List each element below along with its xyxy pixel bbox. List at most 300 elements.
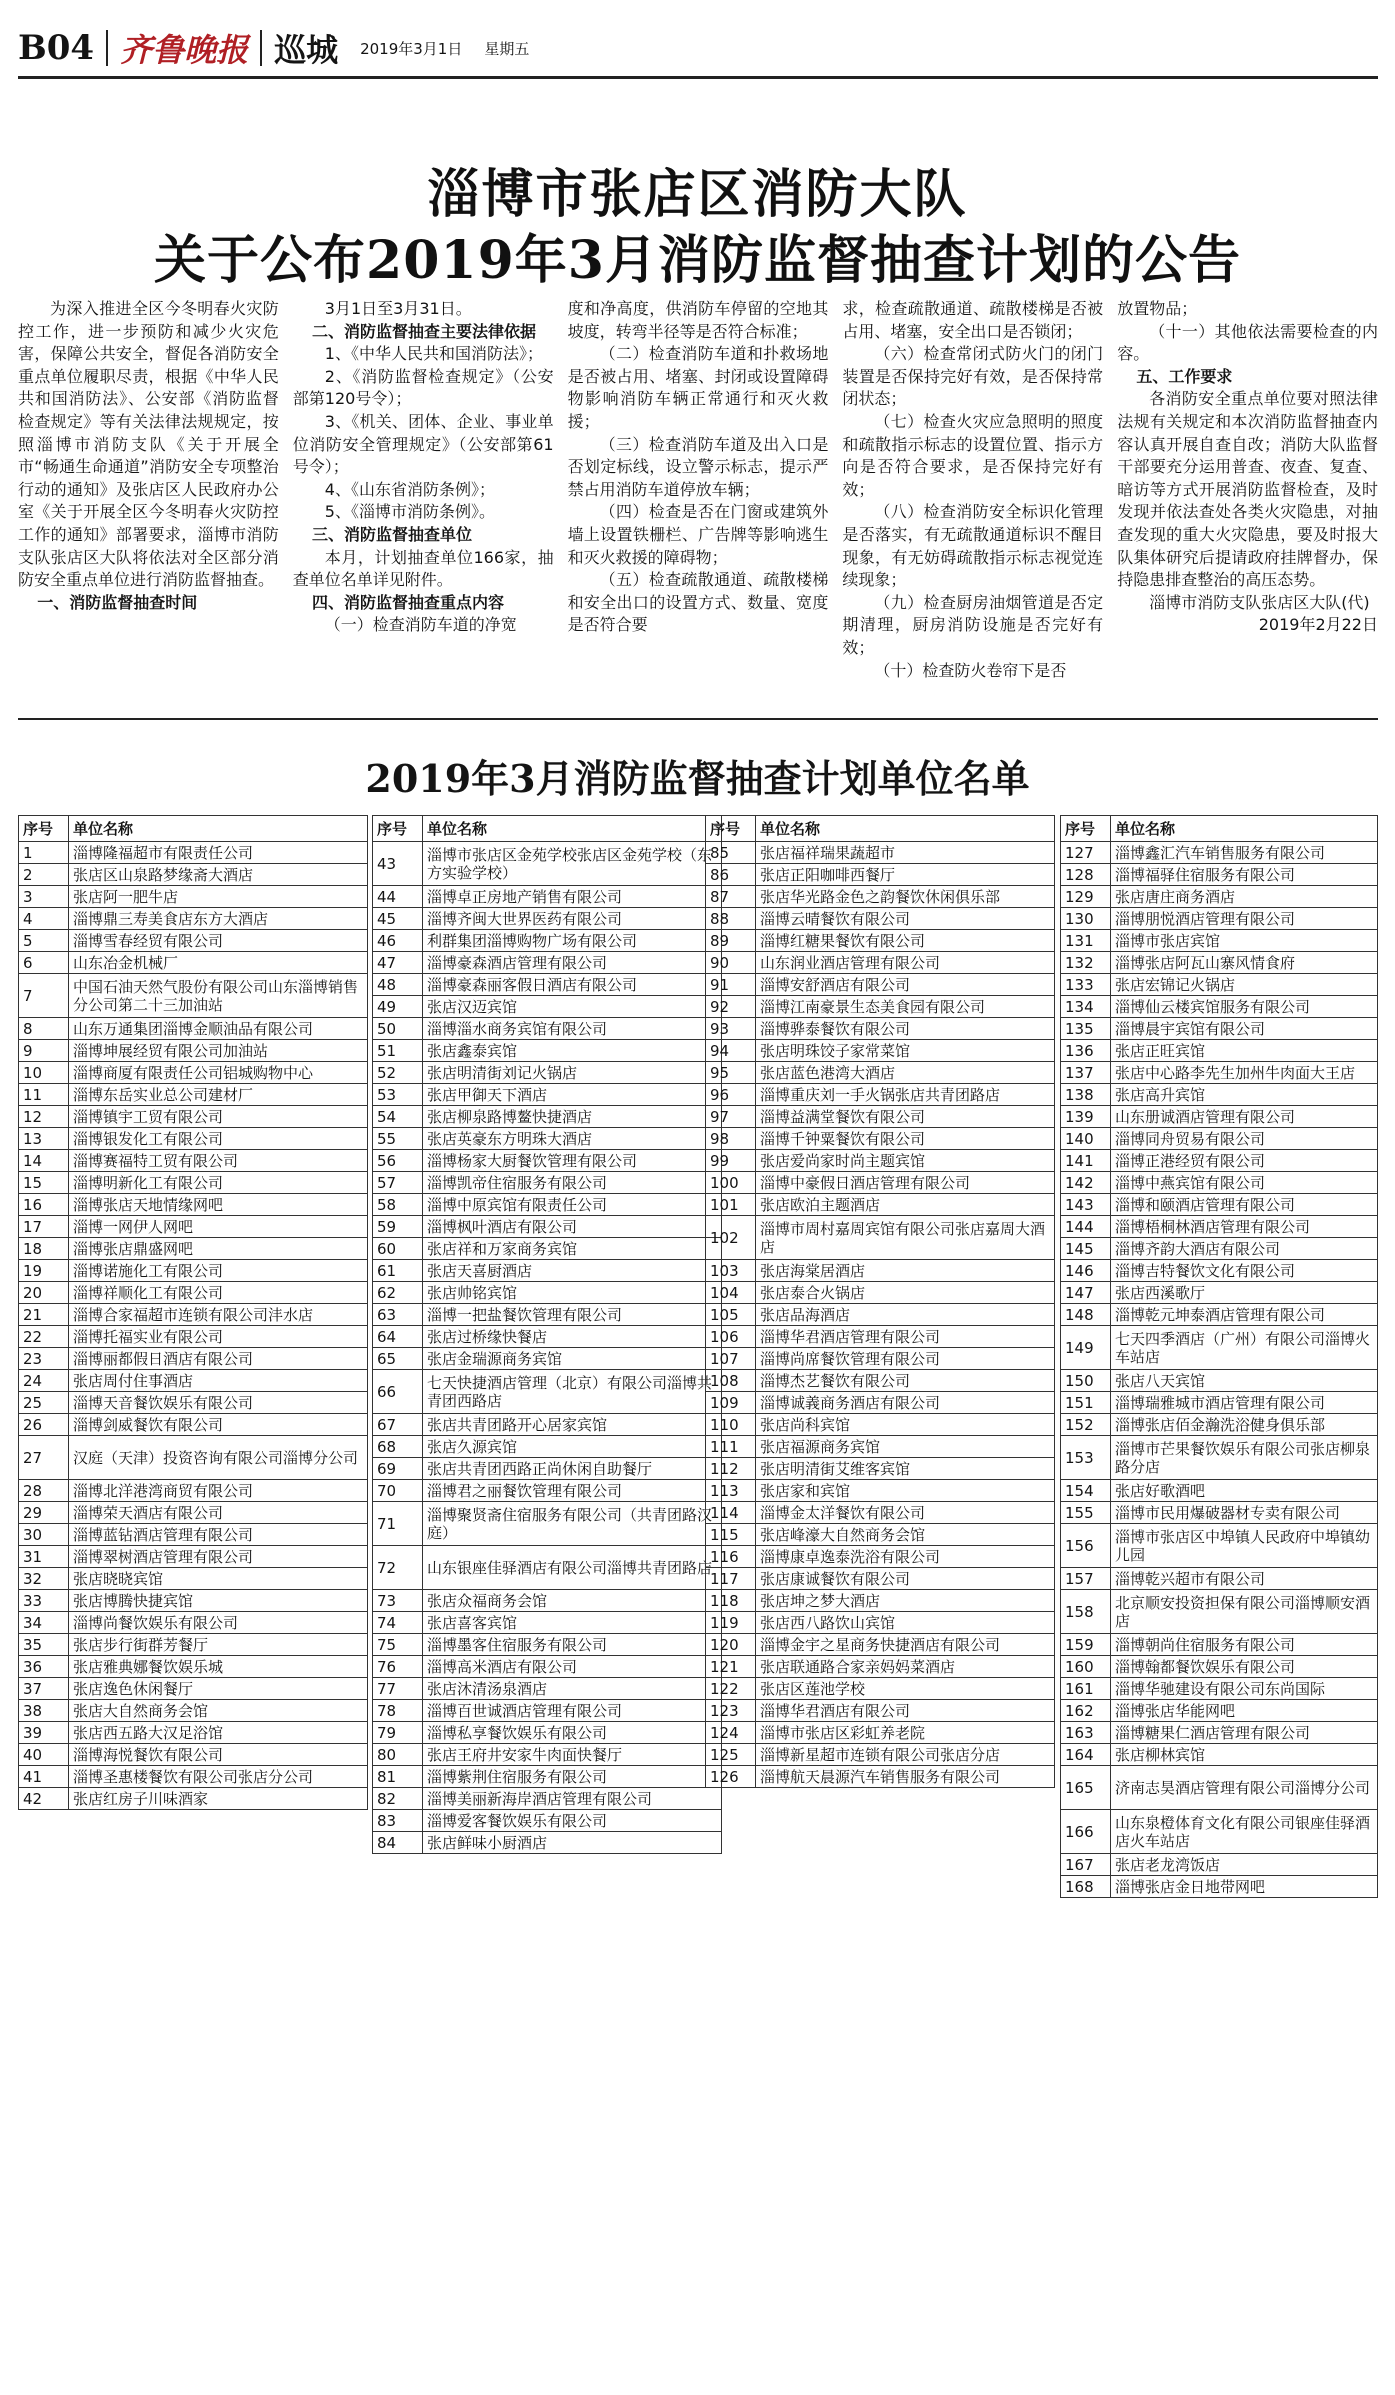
unit-name: 淄博君之丽餐饮管理有限公司 <box>423 1480 722 1502</box>
unit-name: 淄博坤展经贸有限公司加油站 <box>69 1040 368 1062</box>
unit-name: 淄博天音餐饮娱乐有限公司 <box>69 1392 368 1414</box>
unit-name: 淄博鼎三寿美食店东方大酒店 <box>69 908 368 930</box>
table-row <box>1061 1678 1378 1700</box>
row-number: 6 <box>19 952 69 974</box>
unit-name: 淄博张店阿瓦山寨风情食府 <box>1111 952 1378 974</box>
signature-date: 2019年2月22日 <box>1258 615 1378 635</box>
table-row <box>1061 1106 1378 1128</box>
table-row <box>19 930 368 952</box>
paragraph: 3月1日至3月31日。 <box>324 299 472 318</box>
table-row <box>706 1766 1055 1788</box>
table-row <box>1061 1216 1378 1238</box>
table-row <box>1061 908 1378 930</box>
paragraph: 2、《消防监督检查规定》（公安部第120号令）； <box>292 366 554 409</box>
row-number: 46 <box>373 930 423 952</box>
unit-name: 张店福源商务宾馆 <box>756 1436 1055 1458</box>
unit-name: 淄博糖果仁酒店管理有限公司 <box>1111 1722 1378 1744</box>
row-number: 35 <box>19 1634 69 1656</box>
table-row <box>373 1436 722 1458</box>
unit-name: 淄博张店佰金瀚洗浴健身俱乐部 <box>1111 1414 1378 1436</box>
table-row <box>1061 1018 1378 1040</box>
row-number: 51 <box>373 1040 423 1062</box>
unit-name: 张店汉迈宾馆 <box>423 996 722 1018</box>
row-number: 40 <box>19 1744 69 1766</box>
row-number: 85 <box>706 842 756 864</box>
unit-name: 淄博美丽新海岸酒店管理有限公司 <box>423 1788 722 1810</box>
table-row <box>1061 1084 1378 1106</box>
unit-table-3 <box>705 815 1055 1788</box>
unit-name: 张店明清街刘记火锅店 <box>423 1062 722 1084</box>
table-row <box>373 1722 722 1744</box>
row-number: 122 <box>706 1678 756 1700</box>
table-row <box>706 1194 1055 1216</box>
row-number: 4 <box>19 908 69 930</box>
table-row <box>373 1194 722 1216</box>
table-row <box>1061 1656 1378 1678</box>
table-row <box>1061 1260 1378 1282</box>
row-number: 101 <box>706 1194 756 1216</box>
unit-name: 张店西五路大汉足浴馆 <box>69 1722 368 1744</box>
row-number: 143 <box>1061 1194 1111 1216</box>
row-number: 56 <box>373 1150 423 1172</box>
unit-name: 淄博张店金日地带网吧 <box>1111 1876 1378 1898</box>
row-number: 3 <box>19 886 69 908</box>
table-row <box>706 1436 1055 1458</box>
row-number: 54 <box>373 1106 423 1128</box>
table-row <box>373 1370 722 1414</box>
table-row <box>706 1348 1055 1370</box>
unit-name: 淄博市周村嘉周宾馆有限公司张店嘉周大酒店 <box>756 1216 1055 1260</box>
table-row <box>19 1194 368 1216</box>
row-number: 84 <box>373 1832 423 1854</box>
unit-name: 张店喜客宾馆 <box>423 1612 722 1634</box>
row-number: 139 <box>1061 1106 1111 1128</box>
unit-name: 张店区山泉路梦缘斋大酒店 <box>69 864 368 886</box>
row-number: 166 <box>1061 1810 1111 1854</box>
row-number: 13 <box>19 1128 69 1150</box>
unit-name: 山东万通集团淄博金顺油品有限公司 <box>69 1018 368 1040</box>
row-number: 33 <box>19 1590 69 1612</box>
unit-name: 淄博镇宇工贸有限公司 <box>69 1106 368 1128</box>
row-number: 126 <box>706 1766 756 1788</box>
unit-name: 山东冶金机械厂 <box>69 952 368 974</box>
unit-name: 张店蓝色港湾大酒店 <box>756 1062 1055 1084</box>
row-number: 78 <box>373 1700 423 1722</box>
unit-name: 张店联通路合家亲妈妈菜酒店 <box>756 1656 1055 1678</box>
table-row <box>1061 1436 1378 1480</box>
unit-name: 济南志昊酒店管理有限公司淄博分公司 <box>1111 1766 1378 1810</box>
unit-name: 淄博一网伊人网吧 <box>69 1216 368 1238</box>
table-row <box>373 1700 722 1722</box>
row-number: 63 <box>373 1304 423 1326</box>
signature: 淄博市消防支队张店区大队(代) <box>1149 592 1370 612</box>
page-number: B04 <box>18 28 95 68</box>
table-row <box>706 1260 1055 1282</box>
row-number: 55 <box>373 1128 423 1150</box>
row-number: 73 <box>373 1590 423 1612</box>
row-number: 24 <box>19 1370 69 1392</box>
table-row <box>706 930 1055 952</box>
row-number: 45 <box>373 908 423 930</box>
table-row <box>706 1700 1055 1722</box>
column-header-name: 单位名称 <box>423 816 722 842</box>
section-heading: 一、消防监督抽查时间 <box>37 592 198 612</box>
table-row <box>373 1084 722 1106</box>
unit-name: 山东润业酒店管理有限公司 <box>756 952 1055 974</box>
unit-name: 淄博祥顺化工有限公司 <box>69 1282 368 1304</box>
row-number: 89 <box>706 930 756 952</box>
table-row <box>373 974 722 996</box>
table-row <box>373 1128 722 1150</box>
row-number: 32 <box>19 1568 69 1590</box>
row-number: 10 <box>19 1062 69 1084</box>
unit-name: 张店过桥缘快餐店 <box>423 1326 722 1348</box>
table-row <box>19 1216 368 1238</box>
unit-name: 张店步行街群芳餐厅 <box>69 1634 368 1656</box>
row-number: 99 <box>706 1150 756 1172</box>
unit-name: 淄博市张店区金苑学校张店区金苑学校（东方实验学校） <box>423 842 722 886</box>
table-row <box>373 1304 722 1326</box>
table-row <box>1061 996 1378 1018</box>
row-number: 75 <box>373 1634 423 1656</box>
table-row <box>706 1634 1055 1656</box>
column-header-no: 序号 <box>19 816 69 842</box>
row-number: 61 <box>373 1260 423 1282</box>
row-number: 31 <box>19 1546 69 1568</box>
unit-name: 淄博爱客餐饮娱乐有限公司 <box>423 1810 722 1832</box>
table-row <box>373 1502 722 1546</box>
row-number: 168 <box>1061 1876 1111 1898</box>
row-number: 28 <box>19 1480 69 1502</box>
unit-name: 淄博圣惠楼餐饮有限公司张店分公司 <box>69 1766 368 1788</box>
paragraph: （四）检查是否在门窗或建筑外墙上设置铁栅栏、广告牌等影响逃生和灭火救援的障碍物； <box>567 502 829 567</box>
unit-name: 七天四季酒店（广州）有限公司淄博火车站店 <box>1111 1326 1378 1370</box>
row-number: 70 <box>373 1480 423 1502</box>
row-number: 15 <box>19 1172 69 1194</box>
row-number: 20 <box>19 1282 69 1304</box>
unit-name: 淄博市民用爆破器材专卖有限公司 <box>1111 1502 1378 1524</box>
unit-name: 淄博安舒酒店有限公司 <box>756 974 1055 996</box>
table-row <box>373 1260 722 1282</box>
table-row <box>706 1062 1055 1084</box>
table-row <box>706 1612 1055 1634</box>
unit-name: 淄博张店鼎盛网吧 <box>69 1238 368 1260</box>
unit-name: 淄博明新化工有限公司 <box>69 1172 368 1194</box>
table-row <box>19 1040 368 1062</box>
row-number: 26 <box>19 1414 69 1436</box>
row-number: 65 <box>373 1348 423 1370</box>
table-row <box>19 1678 368 1700</box>
unit-name: 淄博骅泰餐饮有限公司 <box>756 1018 1055 1040</box>
unit-name: 张店峰濠大自然商务会馆 <box>756 1524 1055 1546</box>
row-number: 136 <box>1061 1040 1111 1062</box>
table-row <box>19 1436 368 1480</box>
row-number: 111 <box>706 1436 756 1458</box>
unit-name: 淄博梧桐林酒店管理有限公司 <box>1111 1216 1378 1238</box>
unit-name: 张店众福商务会馆 <box>423 1590 722 1612</box>
paragraph: 3、《机关、团体、企业、事业单位消防安全管理规定》（公安部第61号令）； <box>292 411 554 477</box>
row-number: 9 <box>19 1040 69 1062</box>
unit-name: 淄博市张店区中埠镇人民政府中埠镇幼儿园 <box>1111 1524 1378 1568</box>
unit-name: 张店海棠居酒店 <box>756 1260 1055 1282</box>
unit-name: 淄博晨宇宾馆有限公司 <box>1111 1018 1378 1040</box>
table-row <box>19 1700 368 1722</box>
unit-name: 张店正旺宾馆 <box>1111 1040 1378 1062</box>
column-header-name: 单位名称 <box>1111 816 1378 842</box>
row-number: 91 <box>706 974 756 996</box>
row-number: 94 <box>706 1040 756 1062</box>
row-number: 30 <box>19 1524 69 1546</box>
unit-name: 张店区莲池学校 <box>756 1678 1055 1700</box>
row-number: 62 <box>373 1282 423 1304</box>
unit-name: 张店祥和万家商务宾馆 <box>423 1238 722 1260</box>
row-number: 121 <box>706 1656 756 1678</box>
table-row <box>373 952 722 974</box>
unit-name: 淄博托福实业有限公司 <box>69 1326 368 1348</box>
unit-name: 淄博中燕宾馆有限公司 <box>1111 1172 1378 1194</box>
unit-name: 淄博朋悦酒店管理有限公司 <box>1111 908 1378 930</box>
row-number: 68 <box>373 1436 423 1458</box>
divider <box>260 30 262 66</box>
row-number: 58 <box>373 1194 423 1216</box>
table-row <box>1061 1480 1378 1502</box>
unit-name: 淄博航天晨源汽车销售服务有限公司 <box>756 1766 1055 1788</box>
table-row <box>373 1172 722 1194</box>
unit-name: 淄博豪森酒店管理有限公司 <box>423 952 722 974</box>
unit-name: 张店鑫泰宾馆 <box>423 1040 722 1062</box>
row-number: 71 <box>373 1502 423 1546</box>
unit-name: 张店红房子川味酒家 <box>69 1788 368 1810</box>
table-row <box>706 1590 1055 1612</box>
table-row <box>1061 1062 1378 1084</box>
table-row <box>373 1612 722 1634</box>
row-number: 146 <box>1061 1260 1111 1282</box>
row-number: 60 <box>373 1238 423 1260</box>
row-number: 134 <box>1061 996 1111 1018</box>
article-column-5 <box>1117 298 1378 700</box>
table-row <box>373 1480 722 1502</box>
unit-name: 张店八天宾馆 <box>1111 1370 1378 1392</box>
table-row <box>373 1150 722 1172</box>
table-row <box>19 1524 368 1546</box>
row-number: 97 <box>706 1106 756 1128</box>
row-number: 106 <box>706 1326 756 1348</box>
row-number: 27 <box>19 1436 69 1480</box>
paragraph: （十一）其他依法需要检查的内容。 <box>1117 321 1378 364</box>
row-number: 41 <box>19 1766 69 1788</box>
table-row <box>19 1722 368 1744</box>
table-row <box>373 1634 722 1656</box>
table-row <box>373 1106 722 1128</box>
unit-name: 淄博瑞雅城市酒店管理有限公司 <box>1111 1392 1378 1414</box>
unit-table-2 <box>372 815 722 1854</box>
row-number: 72 <box>373 1546 423 1590</box>
table-row <box>373 842 722 886</box>
row-number: 1 <box>19 842 69 864</box>
row-number: 69 <box>373 1458 423 1480</box>
table-row <box>373 1326 722 1348</box>
unit-table-1 <box>18 815 368 1810</box>
table-row <box>19 974 368 1018</box>
table-row <box>373 1216 722 1238</box>
table-row <box>19 1062 368 1084</box>
table-row <box>1061 886 1378 908</box>
table-row <box>373 1018 722 1040</box>
unit-name: 淄博海悦餐饮有限公司 <box>69 1744 368 1766</box>
table-row <box>1061 1326 1378 1370</box>
table-row <box>19 1744 368 1766</box>
article-column-3 <box>568 298 829 700</box>
table-row <box>19 1546 368 1568</box>
unit-name: 张店帅铭宾馆 <box>423 1282 722 1304</box>
paragraph: （一）检查消防车道的净宽 <box>324 615 517 635</box>
table-row <box>706 1524 1055 1546</box>
row-number: 119 <box>706 1612 756 1634</box>
table-row <box>373 1656 722 1678</box>
table-row <box>373 1062 722 1084</box>
unit-name: 山东泉橙体育文化有限公司银座佳驿酒店火车站店 <box>1111 1810 1378 1854</box>
unit-name: 淄博齐闽大世界医药有限公司 <box>423 908 722 930</box>
table-row <box>706 1414 1055 1436</box>
row-number: 127 <box>1061 842 1111 864</box>
table-row <box>706 1502 1055 1524</box>
unit-name: 张店家和宾馆 <box>756 1480 1055 1502</box>
row-number: 87 <box>706 886 756 908</box>
row-number: 5 <box>19 930 69 952</box>
row-number: 36 <box>19 1656 69 1678</box>
table-row <box>373 1414 722 1436</box>
table-row <box>706 1084 1055 1106</box>
row-number: 140 <box>1061 1128 1111 1150</box>
row-number: 90 <box>706 952 756 974</box>
paragraph: （七）检查火灾应急照明的照度和疏散指示标志的设置位置、指示方向是否符合要求，是否保持完好有效； <box>842 411 1104 499</box>
row-number: 141 <box>1061 1150 1111 1172</box>
unit-name: 汉庭（天津）投资咨询有限公司淄博分公司 <box>69 1436 368 1480</box>
table-row <box>19 1480 368 1502</box>
unit-name: 张店高升宾馆 <box>1111 1084 1378 1106</box>
table-row <box>706 1150 1055 1172</box>
unit-name: 淄博金宇之星商务快捷酒店有限公司 <box>756 1634 1055 1656</box>
unit-name: 张店康诚餐饮有限公司 <box>756 1568 1055 1590</box>
row-number: 162 <box>1061 1700 1111 1722</box>
table-row <box>1061 1150 1378 1172</box>
unit-name: 张店久源宾馆 <box>423 1436 722 1458</box>
unit-name: 淄博齐韵大酒店有限公司 <box>1111 1238 1378 1260</box>
table-row <box>1061 1700 1378 1722</box>
row-number: 2 <box>19 864 69 886</box>
table-row <box>1061 1282 1378 1304</box>
table-row <box>706 996 1055 1018</box>
unit-name: 淄博正港经贸有限公司 <box>1111 1150 1378 1172</box>
table-row <box>1061 1414 1378 1436</box>
paragraph: 求，检查疏散通道、疏散楼梯是否被占用、堵塞，安全出口是否锁闭； <box>842 299 1104 341</box>
row-number: 108 <box>706 1370 756 1392</box>
row-number: 117 <box>706 1568 756 1590</box>
section-heading: 五、工作要求 <box>1136 366 1233 386</box>
unit-name: 中国石油天然气股份有限公司山东淄博销售分公司第二十三加油站 <box>69 974 368 1018</box>
unit-name: 张店金瑞源商务宾馆 <box>423 1348 722 1370</box>
table-row <box>19 1766 368 1788</box>
unit-name: 淄博隆福超市有限责任公司 <box>69 842 368 864</box>
column-header-name: 单位名称 <box>69 816 368 842</box>
row-number: 142 <box>1061 1172 1111 1194</box>
table-row <box>1061 1744 1378 1766</box>
unit-name: 淄博豪森丽客假日酒店有限公司 <box>423 974 722 996</box>
table-row <box>19 952 368 974</box>
row-number: 160 <box>1061 1656 1111 1678</box>
table-row <box>1061 1392 1378 1414</box>
table-row <box>19 1590 368 1612</box>
unit-name: 淄博赛福特工贸有限公司 <box>69 1150 368 1172</box>
unit-name: 淄博丽都假日酒店有限公司 <box>69 1348 368 1370</box>
unit-name: 淄博雪春经贸有限公司 <box>69 930 368 952</box>
unit-name: 淄博市芒果餐饮娱乐有限公司张店柳泉路分店 <box>1111 1436 1378 1480</box>
row-number: 149 <box>1061 1326 1111 1370</box>
table-row <box>706 1678 1055 1700</box>
table-row <box>19 908 368 930</box>
paragraph: （八）检查消防安全标识化管理是否落实，有无疏散通道标识不醒目现象，有无妨碍疏散指示标志视觉连续现象； <box>842 502 1104 590</box>
unit-name: 淄博华驰建设有限公司东尚国际 <box>1111 1678 1378 1700</box>
unit-name: 利群集团淄博购物广场有限公司 <box>423 930 722 952</box>
unit-name: 淄博合家福超市连锁有限公司沣水店 <box>69 1304 368 1326</box>
row-number: 115 <box>706 1524 756 1546</box>
table-row <box>706 1216 1055 1260</box>
row-number: 152 <box>1061 1414 1111 1436</box>
row-number: 130 <box>1061 908 1111 930</box>
divider <box>106 30 108 66</box>
unit-name: 淄博张店天地情缘网吧 <box>69 1194 368 1216</box>
row-number: 125 <box>706 1744 756 1766</box>
unit-name: 张店老龙湾饭店 <box>1111 1854 1378 1876</box>
table-row <box>19 1106 368 1128</box>
unit-name: 张店明清街艾维客宾馆 <box>756 1458 1055 1480</box>
table-row <box>1061 1722 1378 1744</box>
row-number: 113 <box>706 1480 756 1502</box>
row-number: 163 <box>1061 1722 1111 1744</box>
table-row <box>19 1348 368 1370</box>
unit-name: 张店周付住事酒店 <box>69 1370 368 1392</box>
unit-name: 淄博红糖果餐饮有限公司 <box>756 930 1055 952</box>
table-row <box>373 908 722 930</box>
unit-name: 淄博银发化工有限公司 <box>69 1128 368 1150</box>
unit-name: 淄博康卓逸泰洗浴有限公司 <box>756 1546 1055 1568</box>
row-number: 8 <box>19 1018 69 1040</box>
unit-name: 淄博剑威餐饮有限公司 <box>69 1414 368 1436</box>
table-row <box>1061 1172 1378 1194</box>
unit-name: 淄博云晴餐饮有限公司 <box>756 908 1055 930</box>
unit-name: 张店坤之梦大酒店 <box>756 1590 1055 1612</box>
row-number: 103 <box>706 1260 756 1282</box>
table-row <box>706 1370 1055 1392</box>
table-row <box>706 1656 1055 1678</box>
row-number: 23 <box>19 1348 69 1370</box>
unit-name: 张店爱尚家时尚主题宾馆 <box>756 1150 1055 1172</box>
unit-name: 淄博仙云楼宾馆服务有限公司 <box>1111 996 1378 1018</box>
row-number: 148 <box>1061 1304 1111 1326</box>
paragraph: （十）检查防火卷帘下是否 <box>874 660 1067 680</box>
unit-name: 张店沐清汤泉酒店 <box>423 1678 722 1700</box>
table-row <box>373 1678 722 1700</box>
row-number: 42 <box>19 1788 69 1810</box>
unit-name: 张店甲御天下酒店 <box>423 1084 722 1106</box>
table-row <box>706 1106 1055 1128</box>
table-row <box>19 1392 368 1414</box>
unit-name: 淄博北洋港湾商贸有限公司 <box>69 1480 368 1502</box>
table-row <box>706 842 1055 864</box>
unit-name: 淄博私享餐饮娱乐有限公司 <box>423 1722 722 1744</box>
row-number: 154 <box>1061 1480 1111 1502</box>
unit-table-4 <box>1060 815 1378 1898</box>
